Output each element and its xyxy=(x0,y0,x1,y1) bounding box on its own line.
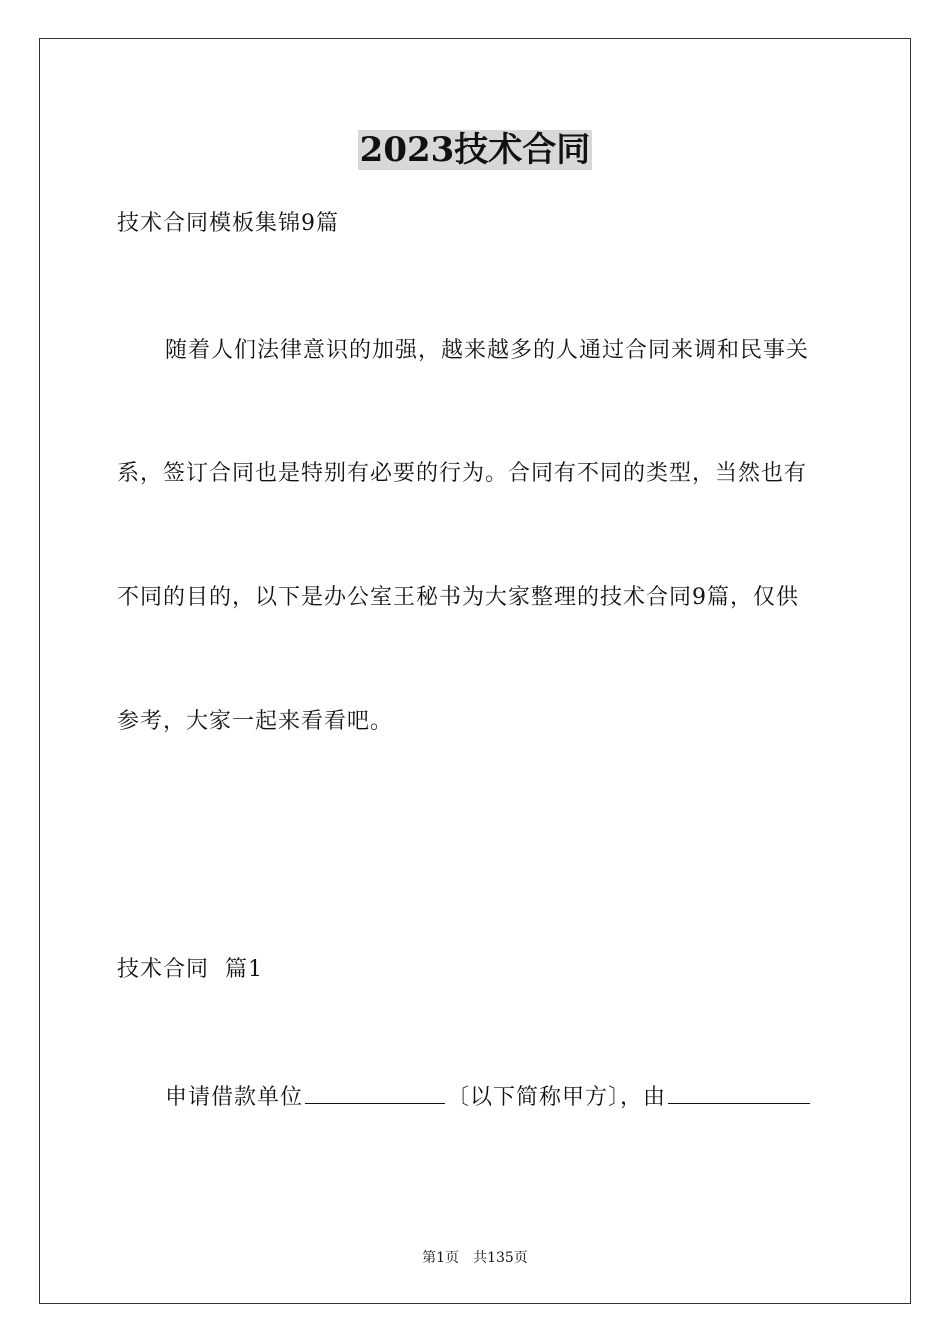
title-text: 2023技术合同 xyxy=(359,130,591,170)
section-heading: 技术合同 篇1 xyxy=(117,957,263,982)
form-label: 申请借款单位 xyxy=(165,1085,304,1110)
intro-line-3: 不同的目的，以下是办公室王秘书为大家整理的技术合同9篇，仅供 xyxy=(117,585,799,610)
blank-field-applicant xyxy=(305,1081,445,1104)
intro-line-2: 系，签订合同也是特别有必要的行为。合同有不同的类型，当然也有 xyxy=(117,461,808,486)
intro-line-4: 参考，大家一起来看看吧。 xyxy=(117,709,394,734)
page-total: 共135页 xyxy=(473,1250,528,1266)
blank-field-by xyxy=(668,1081,810,1104)
form-middle-text: 〔以下简称甲方〕，由 xyxy=(447,1085,667,1110)
document-title xyxy=(0,126,950,174)
document-subtitle: 技术合同模板集锦9篇 xyxy=(117,211,339,236)
intro-line-1: 随着人们法律意识的加强，越来越多的人通过合同来调和民事关 xyxy=(165,338,810,363)
page-number: 第1页 xyxy=(422,1250,460,1266)
form-line xyxy=(165,1081,810,1113)
page-footer xyxy=(0,1248,950,1268)
